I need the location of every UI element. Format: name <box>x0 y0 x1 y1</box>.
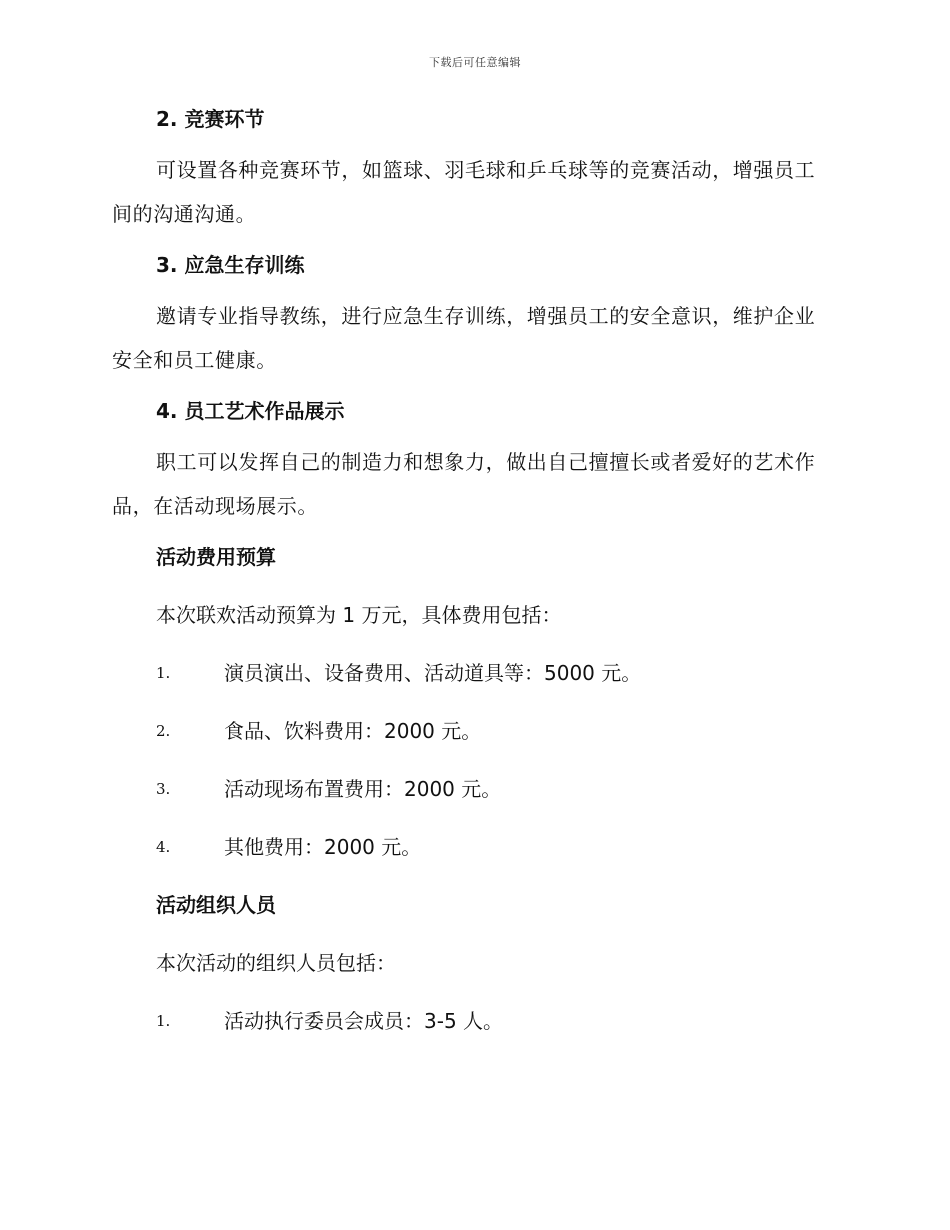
list-number: 4. <box>156 838 171 856</box>
staff-list-item <box>112 1006 832 1036</box>
section-paragraph-survival: 邀请专业指导教练，进行应急生存训练，增强员工的安全意识，维护企业安全和员工健康。 <box>112 304 816 372</box>
budget-list-item <box>112 658 832 688</box>
staff-intro: 本次活动的组织人员包括： <box>156 951 396 975</box>
page-header-note: 下载后可任意编辑 <box>429 56 521 69</box>
budget-intro: 本次联欢活动预算为 1 万元，具体费用包括： <box>156 603 562 627</box>
section-paragraph-art: 职工可以发挥自己的制造力和想象力，做出自己擅擅长或者爱好的艺术作品，在活动现场展示。 <box>112 450 816 518</box>
list-number: 1. <box>156 664 171 682</box>
list-text: 活动执行委员会成员：3-5 人。 <box>224 1009 504 1033</box>
section-heading-competition: 2. 竞赛环节 <box>156 107 265 131</box>
section-heading-staff: 活动组织人员 <box>156 893 276 917</box>
list-number: 1. <box>156 1012 171 1030</box>
list-number: 3. <box>156 780 171 798</box>
list-number: 2. <box>156 722 171 740</box>
section-heading-budget: 活动费用预算 <box>156 545 276 569</box>
list-text: 食品、饮料费用：2000 元。 <box>224 719 482 743</box>
section-heading-art: 4. 员工艺术作品展示 <box>156 399 345 423</box>
document-body <box>112 104 832 1036</box>
list-text: 活动现场布置费用：2000 元。 <box>224 777 502 801</box>
list-text: 其他费用：2000 元。 <box>224 835 422 859</box>
section-paragraph-competition: 可设置各种竞赛环节，如篮球、羽毛球和乒乓球等的竞赛活动，增强员工间的沟通沟通。 <box>112 158 816 226</box>
section-heading-survival: 3. 应急生存训练 <box>156 253 305 277</box>
budget-list-item <box>112 716 832 746</box>
budget-list-item <box>112 774 832 804</box>
list-text: 演员演出、设备费用、活动道具等：5000 元。 <box>224 661 642 685</box>
budget-list-item <box>112 832 832 862</box>
